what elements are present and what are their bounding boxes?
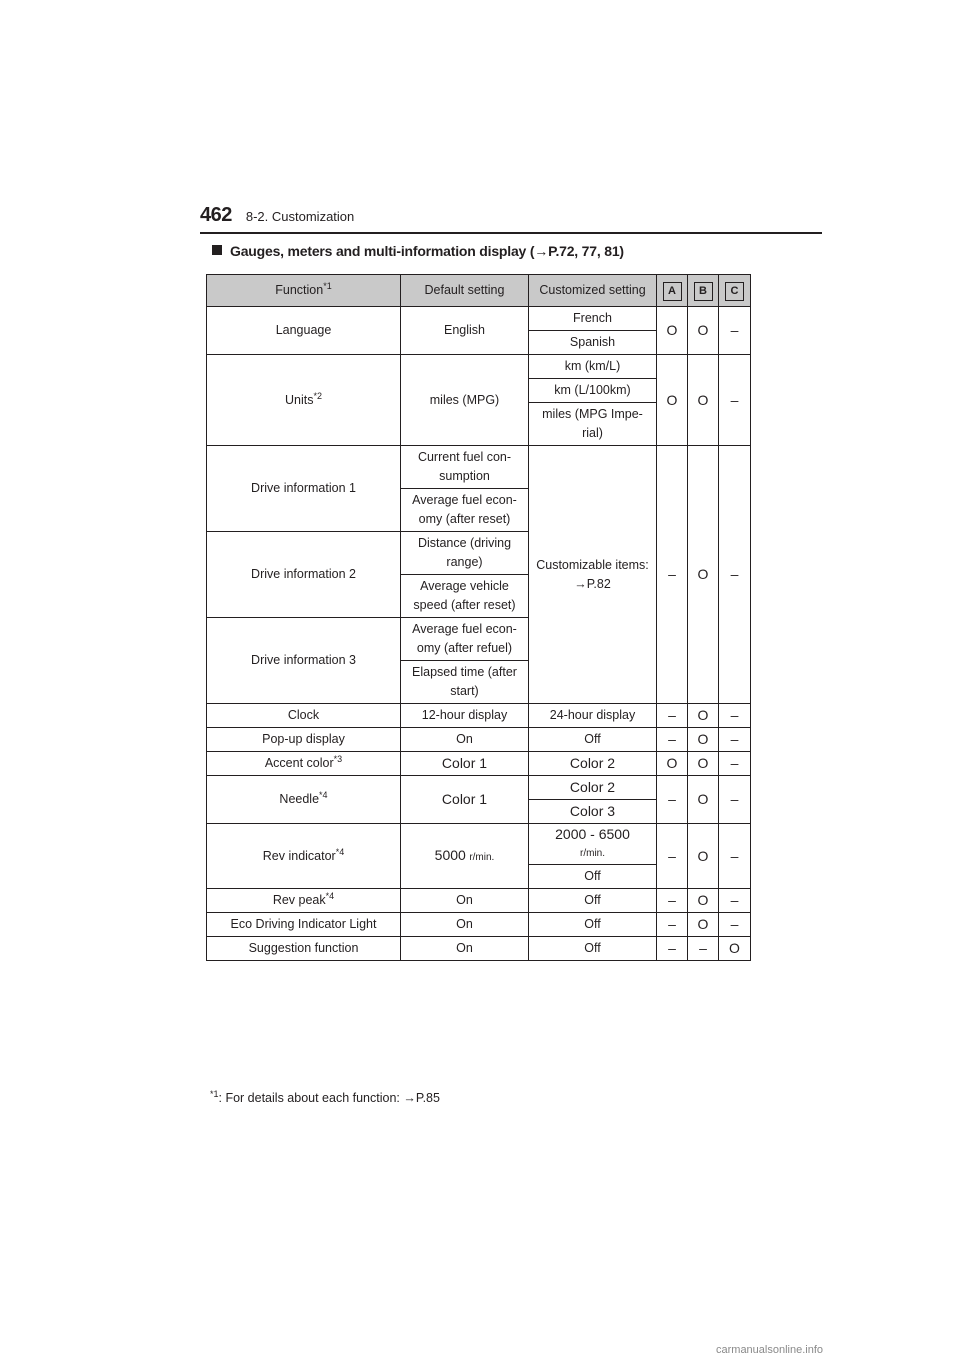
function-name: Units$^{*2}$ bbox=[207, 355, 401, 446]
default-setting: 12-hour display bbox=[401, 704, 529, 728]
table-row bbox=[207, 307, 751, 331]
customized-setting: Color 2 bbox=[529, 752, 657, 776]
mark-c: – bbox=[719, 752, 751, 776]
mark-b: O bbox=[688, 728, 719, 752]
mark-c: – bbox=[719, 307, 751, 355]
customized-setting: Off bbox=[529, 889, 657, 913]
section-heading: Gauges, meters and multi-information display (→P.72, 77, 81) bbox=[212, 243, 624, 259]
mark-b: O bbox=[688, 446, 719, 704]
mark-a: – bbox=[657, 913, 688, 937]
arrow-icon: → bbox=[534, 243, 549, 259]
function-name: Rev indicator$^{*4}$ bbox=[207, 824, 401, 889]
mark-b: O bbox=[688, 889, 719, 913]
default-setting: On bbox=[401, 889, 529, 913]
customized-setting: 24-hour display bbox=[529, 704, 657, 728]
customized-setting: Off bbox=[529, 937, 657, 961]
mark-c: – bbox=[719, 704, 751, 728]
customized-setting: Customizable items: →P.82 bbox=[529, 446, 657, 704]
function-name: Needle$^{*4}$ bbox=[207, 776, 401, 824]
default-setting: miles (MPG) bbox=[401, 355, 529, 446]
mark-c: – bbox=[719, 889, 751, 913]
customized-setting: Off bbox=[529, 865, 657, 889]
default-setting: On bbox=[401, 728, 529, 752]
function-name: Language bbox=[207, 307, 401, 355]
table-header-row bbox=[207, 275, 751, 307]
function-name: Suggestion function bbox=[207, 937, 401, 961]
mark-a: O bbox=[657, 355, 688, 446]
mark-b: O bbox=[688, 307, 719, 355]
customized-setting: 2000 - 6500 r/min. bbox=[529, 824, 657, 865]
table-row bbox=[207, 446, 751, 489]
function-name: Rev peak$^{*4}$ bbox=[207, 889, 401, 913]
mark-c: – bbox=[719, 913, 751, 937]
customized-setting: miles (MPG Impe-rial) bbox=[529, 403, 657, 446]
header-rule bbox=[200, 232, 822, 234]
customized-setting: Spanish bbox=[529, 331, 657, 355]
function-name: Eco Driving Indicator Light bbox=[207, 913, 401, 937]
function-name: Drive information 1 bbox=[207, 446, 401, 532]
watermark: carmanualsonline.info bbox=[716, 1344, 824, 1356]
customized-setting: Off bbox=[529, 913, 657, 937]
page-number: 462 bbox=[200, 204, 232, 226]
mark-b: O bbox=[688, 913, 719, 937]
default-setting: Average fuel econ-omy (after reset) bbox=[401, 489, 529, 532]
function-name: Drive information 3 bbox=[207, 618, 401, 704]
column-c-header: C bbox=[719, 275, 751, 307]
footnote: $^{*1}$: For details about each function: →P.85 bbox=[210, 1089, 440, 1105]
mark-a: – bbox=[657, 937, 688, 961]
default-setting: On bbox=[401, 913, 529, 937]
table-row bbox=[207, 752, 751, 776]
function-name: Pop-up display bbox=[207, 728, 401, 752]
section-title: 8-2. Customization bbox=[245, 209, 355, 224]
table-row bbox=[207, 728, 751, 752]
default-setting: On bbox=[401, 937, 529, 961]
mark-c: O bbox=[719, 937, 751, 961]
mark-b: O bbox=[688, 355, 719, 446]
mark-b: O bbox=[688, 752, 719, 776]
default-setting: Average vehicle speed (after reset) bbox=[401, 575, 529, 618]
mark-c: – bbox=[719, 824, 751, 889]
mark-b: O bbox=[688, 704, 719, 728]
mark-b: – bbox=[688, 937, 719, 961]
column-b-header: B bbox=[688, 275, 719, 307]
table-row bbox=[207, 355, 751, 379]
function-column-header: Function$^{*1}$ bbox=[207, 275, 401, 307]
default-column-header: Default setting bbox=[401, 275, 529, 307]
customized-setting: km (L/100km) bbox=[529, 379, 657, 403]
table-row bbox=[207, 704, 751, 728]
customized-setting: km (km/L) bbox=[529, 355, 657, 379]
mark-c: – bbox=[719, 355, 751, 446]
column-a-header: A bbox=[657, 275, 688, 307]
mark-b: O bbox=[688, 824, 719, 889]
default-setting: Distance (driving range) bbox=[401, 532, 529, 575]
page-header bbox=[200, 204, 354, 227]
customized-setting: French bbox=[529, 307, 657, 331]
mark-a: – bbox=[657, 704, 688, 728]
customized-setting: Color 3 bbox=[529, 800, 657, 824]
mark-c: – bbox=[719, 446, 751, 704]
settings-table bbox=[206, 274, 751, 961]
table-row bbox=[207, 824, 751, 865]
customized-setting: Off bbox=[529, 728, 657, 752]
default-setting: 5000 r/min. bbox=[401, 824, 529, 889]
mark-a: O bbox=[657, 307, 688, 355]
mark-c: – bbox=[719, 728, 751, 752]
mark-a: O bbox=[657, 752, 688, 776]
function-name: Drive information 2 bbox=[207, 532, 401, 618]
mark-a: – bbox=[657, 776, 688, 824]
default-setting: Current fuel con-sumption bbox=[401, 446, 529, 489]
table-row bbox=[207, 913, 751, 937]
square-bullet-icon bbox=[212, 245, 222, 255]
mark-a: – bbox=[657, 728, 688, 752]
mark-a: – bbox=[657, 889, 688, 913]
mark-b: O bbox=[688, 776, 719, 824]
mark-a: – bbox=[657, 824, 688, 889]
default-setting: English bbox=[401, 307, 529, 355]
table-row bbox=[207, 889, 751, 913]
customized-column-header: Customized setting bbox=[529, 275, 657, 307]
mark-c: – bbox=[719, 776, 751, 824]
customized-setting: Color 2 bbox=[529, 776, 657, 800]
default-setting: Average fuel econ-omy (after refuel) bbox=[401, 618, 529, 661]
arrow-icon: → bbox=[574, 576, 587, 591]
function-name: Accent color$^{*3}$ bbox=[207, 752, 401, 776]
arrow-icon: → bbox=[403, 1091, 416, 1105]
table-row bbox=[207, 776, 751, 800]
default-setting: Color 1 bbox=[401, 752, 529, 776]
default-setting: Elapsed time (after start) bbox=[401, 661, 529, 704]
function-name: Clock bbox=[207, 704, 401, 728]
mark-a: – bbox=[657, 446, 688, 704]
table-row bbox=[207, 937, 751, 961]
default-setting: Color 1 bbox=[401, 776, 529, 824]
